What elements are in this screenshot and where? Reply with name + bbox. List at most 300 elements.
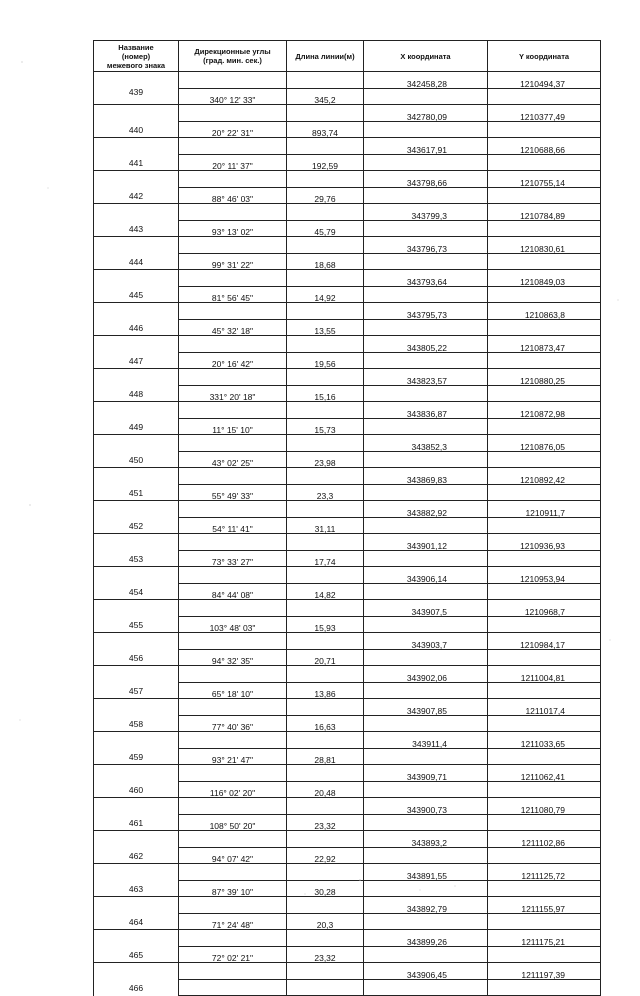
direction-angle: 73° 33' 27" — [179, 550, 287, 567]
table-row — [94, 369, 601, 386]
table-row — [94, 435, 601, 452]
angle-cell-empty — [179, 501, 287, 518]
x-coordinate: 343903,7 — [364, 633, 488, 650]
x-coordinate-empty — [364, 385, 488, 402]
table-body — [94, 72, 601, 996]
line-length: 31,11 — [287, 517, 364, 534]
line-length: 17,74 — [287, 550, 364, 567]
table-row — [94, 237, 601, 254]
point-number-cell — [94, 930, 179, 963]
table-row — [94, 765, 601, 782]
direction-angle: 43° 02' 25" — [179, 451, 287, 468]
x-coordinate-empty — [364, 187, 488, 204]
length-cell-empty — [287, 468, 364, 485]
y-coordinate-empty — [488, 748, 601, 765]
y-coordinate: 1211033,65 — [488, 732, 601, 749]
point-number: 442 — [128, 191, 144, 201]
x-coordinate: 343906,14 — [364, 567, 488, 584]
point-number-cell — [94, 468, 179, 501]
point-number: 443 — [128, 224, 144, 234]
x-coordinate-empty — [364, 517, 488, 534]
table-row — [94, 798, 601, 815]
line-length: 14,92 — [287, 286, 364, 303]
direction-angle: 103° 48' 03" — [179, 616, 287, 633]
x-coordinate: 343906,45 — [364, 963, 488, 980]
y-coordinate: 1210863,8 — [488, 303, 601, 320]
x-coordinate: 343799,3 — [364, 204, 488, 221]
direction-angle: 72° 02' 21" — [179, 946, 287, 963]
length-cell-empty — [287, 303, 364, 320]
point-number-cell — [94, 204, 179, 237]
y-coordinate-empty — [488, 649, 601, 666]
y-coordinate-empty — [488, 451, 601, 468]
length-cell-empty — [287, 798, 364, 815]
direction-angle: 108° 50' 20" — [179, 814, 287, 831]
y-coordinate-empty — [488, 484, 601, 501]
x-coordinate-empty — [364, 319, 488, 336]
point-number-cell — [94, 567, 179, 600]
table-row — [94, 732, 601, 749]
point-number: 464 — [128, 917, 144, 927]
point-number: 466 — [128, 983, 144, 994]
x-coordinate-empty — [364, 649, 488, 666]
line-length: 19,56 — [287, 352, 364, 369]
x-coordinate-empty — [364, 418, 488, 435]
length-cell-empty — [287, 105, 364, 122]
y-coordinate-empty — [488, 517, 601, 534]
table-row — [94, 699, 601, 716]
direction-angle: 93° 13' 02" — [179, 220, 287, 237]
table-row — [94, 402, 601, 419]
header-angles-line1: Дирекционные углы — [194, 47, 271, 56]
y-coordinate: 1210494,37 — [488, 72, 601, 89]
direction-angle: 87° 39' 10" — [179, 880, 287, 897]
length-cell-empty — [287, 369, 364, 386]
direction-angle: 340° 12' 33" — [179, 88, 287, 105]
direction-angle — [179, 979, 287, 996]
line-length: 14,82 — [287, 583, 364, 600]
direction-angle: 81° 56' 45" — [179, 286, 287, 303]
x-coordinate: 343617,91 — [364, 138, 488, 155]
line-length: 13,55 — [287, 319, 364, 336]
angle-cell-empty — [179, 831, 287, 848]
length-cell-empty — [287, 831, 364, 848]
direction-angle: 45° 32' 18" — [179, 319, 287, 336]
coordinates-sheet — [93, 40, 600, 994]
y-coordinate-empty — [488, 583, 601, 600]
line-length: 20,3 — [287, 913, 364, 930]
point-number-cell — [94, 171, 179, 204]
length-cell-empty — [287, 501, 364, 518]
y-coordinate: 1210876,05 — [488, 435, 601, 452]
angle-cell-empty — [179, 72, 287, 89]
angle-cell-empty — [179, 765, 287, 782]
line-length: 22,92 — [287, 847, 364, 864]
point-number: 446 — [128, 323, 144, 333]
table-row — [94, 567, 601, 584]
y-coordinate-empty — [488, 946, 601, 963]
y-coordinate: 1210953,94 — [488, 567, 601, 584]
x-coordinate-empty — [364, 781, 488, 798]
direction-angle: 116° 02' 20" — [179, 781, 287, 798]
point-number-cell — [94, 336, 179, 369]
boundary-coordinates-table — [93, 40, 601, 996]
direction-angle: 11° 15' 10" — [179, 418, 287, 435]
angle-cell-empty — [179, 402, 287, 419]
angle-cell-empty — [179, 666, 287, 683]
x-coordinate-empty — [364, 154, 488, 171]
y-coordinate: 1210984,17 — [488, 633, 601, 650]
point-number-cell — [94, 303, 179, 336]
x-coordinate: 343907,85 — [364, 699, 488, 716]
x-coordinate: 343852,3 — [364, 435, 488, 452]
table-row — [94, 600, 601, 617]
y-coordinate-empty — [488, 715, 601, 732]
angle-cell-empty — [179, 963, 287, 980]
point-number-cell — [94, 765, 179, 798]
point-number: 459 — [128, 752, 144, 762]
header-x-coordinate: X координата — [364, 41, 488, 72]
line-length — [287, 979, 364, 996]
point-number: 445 — [128, 290, 144, 300]
length-cell-empty — [287, 204, 364, 221]
y-coordinate: 1210880,25 — [488, 369, 601, 386]
point-number-cell — [94, 534, 179, 567]
x-coordinate: 343795,73 — [364, 303, 488, 320]
y-coordinate: 1210377,49 — [488, 105, 601, 122]
x-coordinate: 343805,22 — [364, 336, 488, 353]
point-number: 444 — [128, 257, 144, 267]
point-number-cell — [94, 864, 179, 897]
point-number-cell — [94, 72, 179, 105]
x-coordinate: 343900,73 — [364, 798, 488, 815]
table-row — [94, 831, 601, 848]
length-cell-empty — [287, 666, 364, 683]
direction-angle: 20° 16' 42" — [179, 352, 287, 369]
y-coordinate: 1211062,41 — [488, 765, 601, 782]
x-coordinate: 343823,57 — [364, 369, 488, 386]
direction-angle: 55° 49' 33" — [179, 484, 287, 501]
y-coordinate: 1210873,47 — [488, 336, 601, 353]
y-coordinate: 1210872,98 — [488, 402, 601, 419]
x-coordinate-empty — [364, 352, 488, 369]
line-length: 29,76 — [287, 187, 364, 204]
x-coordinate: 342780,09 — [364, 105, 488, 122]
point-number-cell — [94, 138, 179, 171]
table-row — [94, 468, 601, 485]
point-number-cell — [94, 402, 179, 435]
point-number: 440 — [128, 125, 144, 135]
table-header-row — [94, 41, 601, 72]
length-cell-empty — [287, 732, 364, 749]
point-number: 453 — [128, 554, 144, 564]
point-number: 450 — [128, 455, 144, 465]
point-number: 455 — [128, 620, 144, 630]
header-y-coordinate: Y координата — [488, 41, 601, 72]
direction-angle: 20° 11' 37" — [179, 154, 287, 171]
angle-cell-empty — [179, 633, 287, 650]
point-number-cell — [94, 831, 179, 864]
x-coordinate-empty — [364, 121, 488, 138]
point-number: 454 — [128, 587, 144, 597]
table-row — [94, 633, 601, 650]
point-number-cell — [94, 897, 179, 930]
table-row — [94, 270, 601, 287]
point-number-cell — [94, 105, 179, 138]
x-coordinate-empty — [364, 913, 488, 930]
x-coordinate: 343882,92 — [364, 501, 488, 518]
angle-cell-empty — [179, 468, 287, 485]
length-cell-empty — [287, 336, 364, 353]
y-coordinate: 1211197,39 — [488, 963, 601, 980]
y-coordinate-empty — [488, 319, 601, 336]
line-length: 23,98 — [287, 451, 364, 468]
angle-cell-empty — [179, 600, 287, 617]
length-cell-empty — [287, 402, 364, 419]
point-number: 448 — [128, 389, 144, 399]
x-coordinate-empty — [364, 979, 488, 996]
point-number: 447 — [128, 356, 144, 366]
angle-cell-empty — [179, 204, 287, 221]
direction-angle: 77° 40' 36" — [179, 715, 287, 732]
direction-angle: 94° 07' 42" — [179, 847, 287, 864]
x-coordinate: 343909,71 — [364, 765, 488, 782]
angle-cell-empty — [179, 138, 287, 155]
length-cell-empty — [287, 237, 364, 254]
y-coordinate: 1210688,66 — [488, 138, 601, 155]
table-row — [94, 666, 601, 683]
x-coordinate: 343836,87 — [364, 402, 488, 419]
table-row — [94, 303, 601, 320]
length-cell-empty — [287, 930, 364, 947]
y-coordinate-empty — [488, 385, 601, 402]
y-coordinate: 1210830,61 — [488, 237, 601, 254]
x-coordinate-empty — [364, 616, 488, 633]
header-point-name — [94, 41, 179, 72]
header-direction-angles — [179, 41, 287, 72]
angle-cell-empty — [179, 732, 287, 749]
y-coordinate-empty — [488, 220, 601, 237]
y-coordinate-empty — [488, 616, 601, 633]
point-number: 441 — [128, 158, 144, 168]
header-point-name-line3: межевого знака — [106, 60, 166, 70]
length-cell-empty — [287, 864, 364, 881]
line-length: 20,48 — [287, 781, 364, 798]
y-coordinate: 1210892,42 — [488, 468, 601, 485]
x-coordinate: 343793,64 — [364, 270, 488, 287]
y-coordinate-empty — [488, 253, 601, 270]
table-row — [94, 171, 601, 188]
line-length: 893,74 — [287, 121, 364, 138]
direction-angle: 20° 22' 31" — [179, 121, 287, 138]
header-angles-line2: (град. мин. сек.) — [203, 56, 262, 65]
y-coordinate: 1210784,89 — [488, 204, 601, 221]
angle-cell-empty — [179, 864, 287, 881]
length-cell-empty — [287, 270, 364, 287]
y-coordinate-empty — [488, 814, 601, 831]
line-length: 345,2 — [287, 88, 364, 105]
point-number-cell — [94, 600, 179, 633]
x-coordinate-empty — [364, 946, 488, 963]
x-coordinate: 343902,06 — [364, 666, 488, 683]
y-coordinate: 1210911,7 — [488, 501, 601, 518]
y-coordinate-empty — [488, 913, 601, 930]
angle-cell-empty — [179, 237, 287, 254]
x-coordinate-empty — [364, 814, 488, 831]
length-cell-empty — [287, 600, 364, 617]
point-number-cell — [94, 270, 179, 303]
line-length: 18,68 — [287, 253, 364, 270]
header-line-length: Длина линии(м) — [287, 41, 364, 72]
table-row — [94, 72, 601, 89]
x-coordinate: 343796,73 — [364, 237, 488, 254]
x-coordinate: 343869,83 — [364, 468, 488, 485]
line-length: 15,93 — [287, 616, 364, 633]
length-cell-empty — [287, 138, 364, 155]
point-number: 451 — [128, 488, 144, 498]
y-coordinate: 1211080,79 — [488, 798, 601, 815]
header-point-name-line2: (номер) — [121, 51, 151, 61]
table-row — [94, 336, 601, 353]
table-row — [94, 105, 601, 122]
angle-cell-empty — [179, 534, 287, 551]
y-coordinate: 1211175,21 — [488, 930, 601, 947]
y-coordinate-empty — [488, 154, 601, 171]
point-number: 460 — [128, 785, 144, 795]
x-coordinate-empty — [364, 748, 488, 765]
angle-cell-empty — [179, 369, 287, 386]
direction-angle: 93° 21' 47" — [179, 748, 287, 765]
x-coordinate: 343891,55 — [364, 864, 488, 881]
direction-angle: 94° 32' 35" — [179, 649, 287, 666]
line-length: 28,81 — [287, 748, 364, 765]
y-coordinate: 1211017,4 — [488, 699, 601, 716]
point-number: 456 — [128, 653, 144, 663]
line-length: 23,32 — [287, 946, 364, 963]
x-coordinate-empty — [364, 583, 488, 600]
x-coordinate: 343907,5 — [364, 600, 488, 617]
point-number: 457 — [128, 686, 144, 696]
point-number: 452 — [128, 521, 144, 531]
point-number: 461 — [128, 818, 144, 828]
point-number: 465 — [128, 950, 144, 960]
header-point-name-line1: Название — [118, 42, 154, 52]
angle-cell-empty — [179, 930, 287, 947]
y-coordinate-empty — [488, 682, 601, 699]
length-cell-empty — [287, 699, 364, 716]
line-length: 20,71 — [287, 649, 364, 666]
angle-cell-empty — [179, 171, 287, 188]
x-coordinate-empty — [364, 220, 488, 237]
x-coordinate-empty — [364, 451, 488, 468]
direction-angle: 84° 44' 08" — [179, 583, 287, 600]
y-coordinate: 1211155,97 — [488, 897, 601, 914]
line-length: 23,32 — [287, 814, 364, 831]
y-coordinate-empty — [488, 121, 601, 138]
length-cell-empty — [287, 171, 364, 188]
point-number-cell — [94, 732, 179, 765]
angle-cell-empty — [179, 567, 287, 584]
y-coordinate-empty — [488, 286, 601, 303]
line-length: 192,59 — [287, 154, 364, 171]
y-coordinate: 1211102,86 — [488, 831, 601, 848]
angle-cell-empty — [179, 435, 287, 452]
direction-angle: 54° 11' 41" — [179, 517, 287, 534]
point-number: 439 — [128, 87, 144, 97]
y-coordinate-empty — [488, 979, 601, 996]
table-row — [94, 864, 601, 881]
x-coordinate-empty — [364, 682, 488, 699]
x-coordinate: 343798,66 — [364, 171, 488, 188]
x-coordinate-empty — [364, 847, 488, 864]
x-coordinate-empty — [364, 88, 488, 105]
y-coordinate: 1211125,72 — [488, 864, 601, 881]
length-cell-empty — [287, 765, 364, 782]
y-coordinate: 1210968,7 — [488, 600, 601, 617]
point-number: 462 — [128, 851, 144, 861]
x-coordinate-empty — [364, 880, 488, 897]
angle-cell-empty — [179, 270, 287, 287]
y-coordinate: 1210936,93 — [488, 534, 601, 551]
direction-angle: 99° 31' 22" — [179, 253, 287, 270]
length-cell-empty — [287, 963, 364, 980]
direction-angle: 88° 46' 03" — [179, 187, 287, 204]
x-coordinate: 343892,79 — [364, 897, 488, 914]
table-row — [94, 963, 601, 980]
point-number: 458 — [128, 719, 144, 729]
point-number-cell — [94, 699, 179, 732]
table-row — [94, 930, 601, 947]
y-coordinate-empty — [488, 880, 601, 897]
line-length: 13,86 — [287, 682, 364, 699]
line-length: 23,3 — [287, 484, 364, 501]
point-number-cell — [94, 633, 179, 666]
x-coordinate-empty — [364, 550, 488, 567]
y-coordinate: 1210755,14 — [488, 171, 601, 188]
x-coordinate-empty — [364, 253, 488, 270]
line-length: 45,79 — [287, 220, 364, 237]
y-coordinate-empty — [488, 418, 601, 435]
point-number-cell — [94, 798, 179, 831]
x-coordinate: 343901,12 — [364, 534, 488, 551]
angle-cell-empty — [179, 336, 287, 353]
line-length: 30,28 — [287, 880, 364, 897]
length-cell-empty — [287, 534, 364, 551]
line-length: 15,16 — [287, 385, 364, 402]
y-coordinate-empty — [488, 847, 601, 864]
direction-angle: 71° 24' 48" — [179, 913, 287, 930]
direction-angle: 331° 20' 18" — [179, 385, 287, 402]
length-cell-empty — [287, 72, 364, 89]
angle-cell-empty — [179, 303, 287, 320]
length-cell-empty — [287, 435, 364, 452]
line-length: 16,63 — [287, 715, 364, 732]
point-number-cell — [94, 435, 179, 468]
y-coordinate-empty — [488, 352, 601, 369]
y-coordinate: 1210849,03 — [488, 270, 601, 287]
direction-angle: 65° 18' 10" — [179, 682, 287, 699]
y-coordinate-empty — [488, 88, 601, 105]
point-number: 449 — [128, 422, 144, 432]
angle-cell-empty — [179, 798, 287, 815]
length-cell-empty — [287, 633, 364, 650]
x-coordinate: 342458,28 — [364, 72, 488, 89]
x-coordinate-empty — [364, 484, 488, 501]
table-row — [94, 501, 601, 518]
angle-cell-empty — [179, 699, 287, 716]
point-number-cell — [94, 963, 179, 996]
length-cell-empty — [287, 567, 364, 584]
